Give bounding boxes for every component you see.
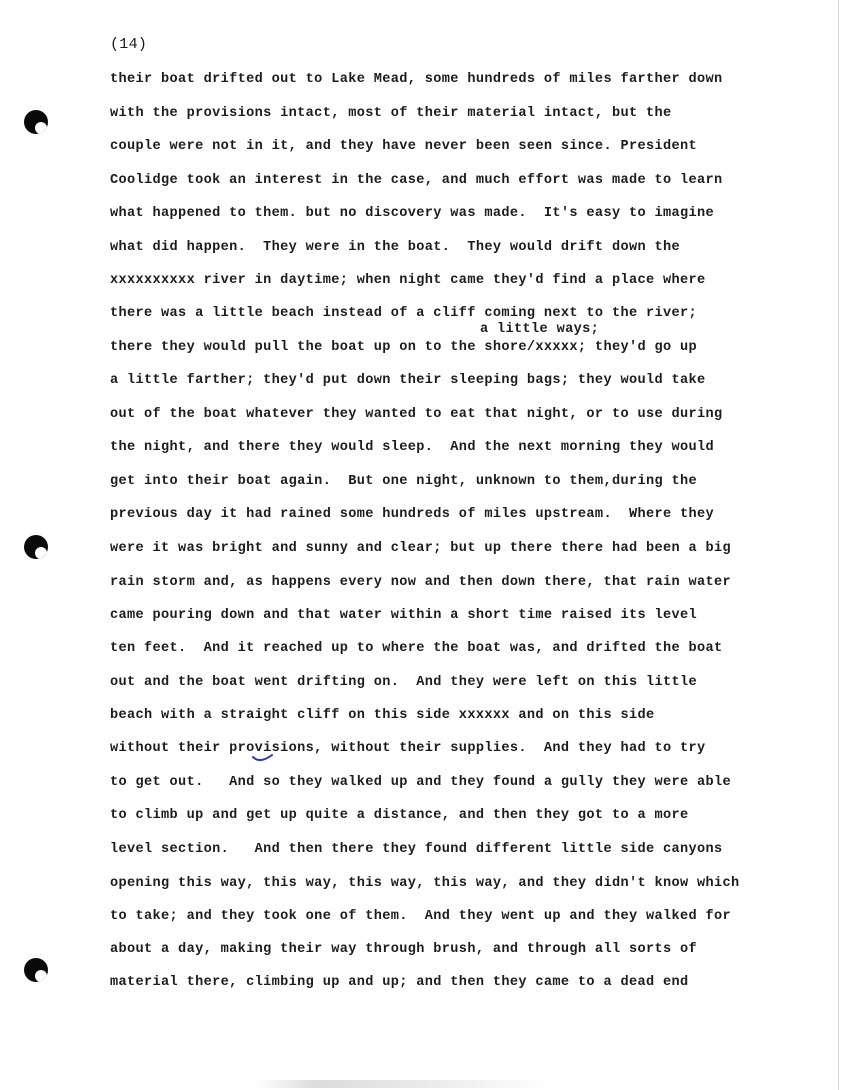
text-line-22: to get out. And so they walked up and they found a gully they were able xyxy=(110,775,732,790)
text-line-6: what did happen. They were in the boat. They would drift down the xyxy=(110,240,681,255)
text-line-12: the night, and there they would sleep. And the next morning they would xyxy=(110,440,715,455)
scan-smudge xyxy=(255,1080,555,1088)
text-line-4: Coolidge took an interest in the case, and much effort was made to learn xyxy=(110,173,723,188)
text-line-21: without their provisions, without their supplies. And they had to try xyxy=(110,741,706,756)
text-line-27: about a day, making their way through brush, and through all sorts of xyxy=(110,942,698,957)
text-line-15: were it was bright and sunny and clear; but up there there had been a big xyxy=(110,541,732,556)
text-line-20: beach with a straight cliff on this side xxxxxx and on this side xyxy=(110,708,655,723)
page-number: (14) xyxy=(110,36,148,53)
text-line-5: what happened to them. but no discovery was made. It's easy to imagine xyxy=(110,206,715,221)
binder-hole-bottom xyxy=(24,958,48,982)
text-line-16: rain storm and, as happens every now and then down there, that rain water xyxy=(110,575,732,590)
text-line-24: level section. And then there they found different little side canyons xyxy=(110,842,723,857)
text-line-11: out of the boat whatever they wanted to eat that night, or to use during xyxy=(110,407,723,422)
text-line-1: their boat drifted out to Lake Mead, some hundreds of miles farther down xyxy=(110,72,723,87)
text-line-26: to take; and they took one of them. And they went up and they walked for xyxy=(110,909,732,924)
page-edge xyxy=(838,0,839,1090)
text-line-3: couple were not in it, and they have never been seen since. President xyxy=(110,139,698,154)
binder-hole-top xyxy=(24,110,48,134)
text-line-25: opening this way, this way, this way, this way, and they didn't know which xyxy=(110,876,740,891)
pen-correction-mark xyxy=(252,754,274,764)
binder-hole-middle xyxy=(24,535,48,559)
text-line-14: previous day it had rained some hundreds of miles upstream. Where they xyxy=(110,507,715,522)
text-line-13: get into their boat again. But one night, unknown to them,during the xyxy=(110,474,698,489)
text-line-10: a little farther; they'd put down their sleeping bags; they would take xyxy=(110,373,706,388)
text-line-23: to climb up and get up quite a distance, and then they got to a more xyxy=(110,808,689,823)
text-line-2: with the provisions intact, most of their material intact, but the xyxy=(110,106,672,121)
text-line-8: there was a little beach instead of a cliff coming next to the river; xyxy=(110,306,698,321)
text-line-7: xxxxxxxxxx river in daytime; when night came they'd find a place where xyxy=(110,273,706,288)
handwritten-insertion: a little ways; xyxy=(480,322,600,337)
text-line-18: ten feet. And it reached up to where the boat was, and drifted the boat xyxy=(110,641,723,656)
text-line-9: there they would pull the boat up on to the shore/xxxxx; they'd go up xyxy=(110,340,698,355)
text-line-19: out and the boat went drifting on. And they were left on this little xyxy=(110,675,698,690)
text-line-28: material there, climbing up and up; and then they came to a dead end xyxy=(110,975,689,990)
text-line-17: came pouring down and that water within a short time raised its level xyxy=(110,608,698,623)
